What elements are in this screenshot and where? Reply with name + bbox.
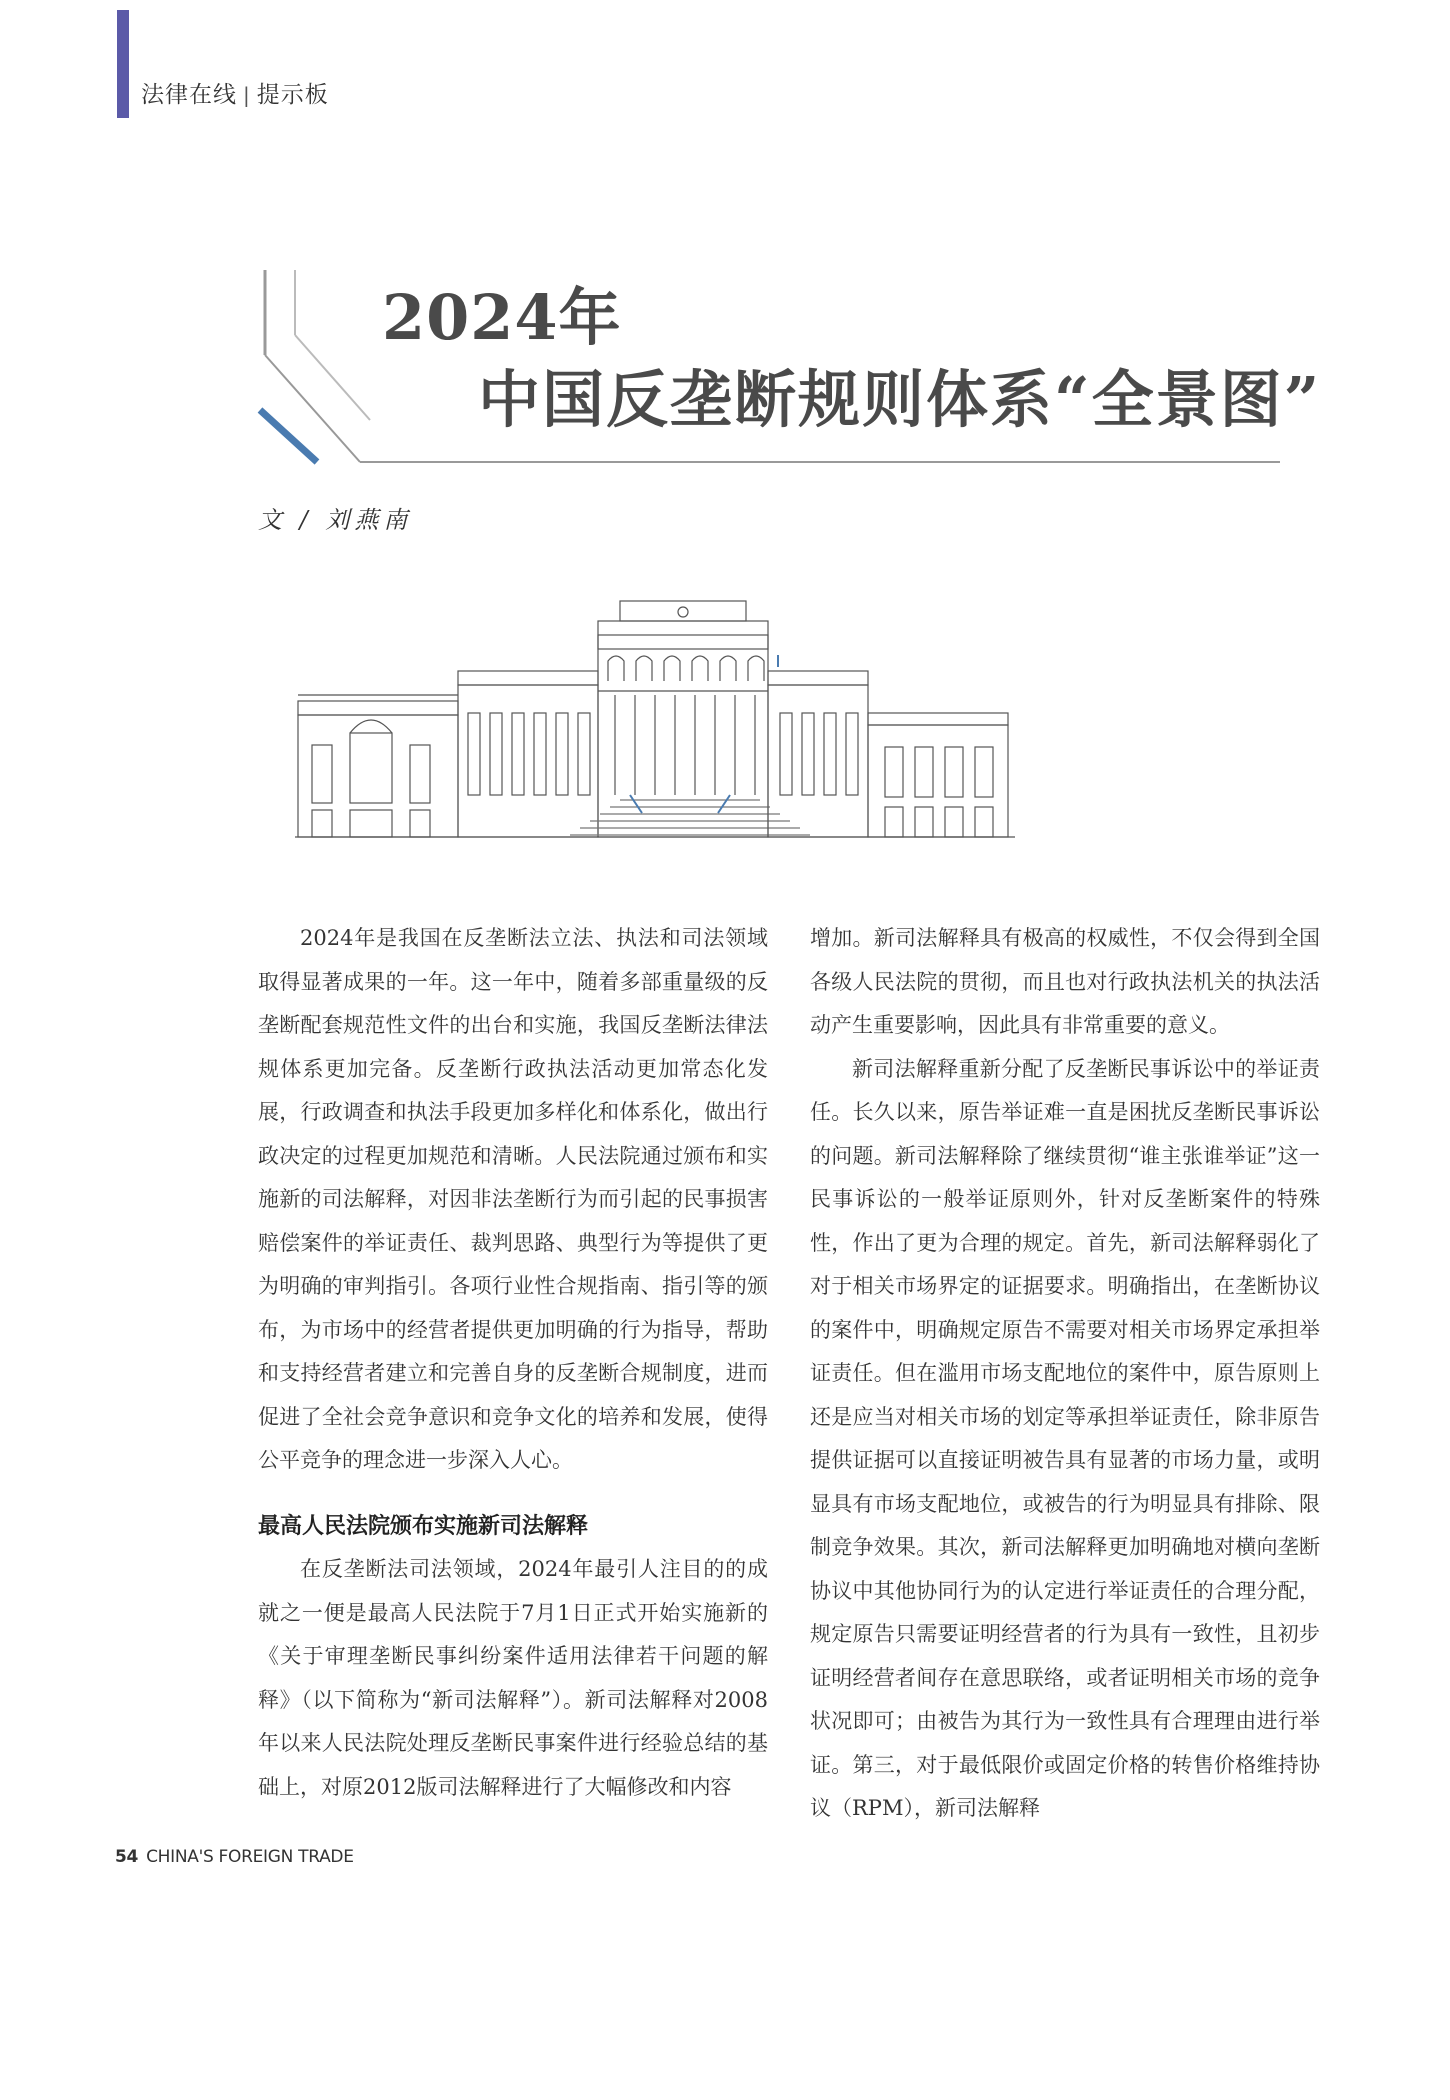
page-footer	[115, 1847, 354, 1867]
article-title-line1: 2024年	[382, 281, 622, 354]
section-header	[141, 76, 329, 109]
section-heading: 最高人民法院颁布实施新司法解释	[258, 1513, 589, 1539]
right-column	[810, 917, 1320, 1831]
magazine-name: CHINA'S FOREIGN TRADE	[146, 1847, 354, 1867]
paragraph: 在反垄断法司法领域，2024年最引人注目的的成就之一便是最高人民法院于7月1日正式开始实施新的《关于审理垄断民事纠纷案件适用法律若干问题的解释》（以下简称为“新司法解释”）。新司法解释对2008年以来人民法院处理反垄断民事案件进行经验总结的基础上，对原2012版司法解释进行了大幅修改和内容	[258, 1557, 768, 1799]
section-separator: |	[243, 83, 251, 107]
left-column	[258, 917, 768, 1809]
subsection-name: 提示板	[256, 82, 329, 108]
courthouse-illustration	[290, 595, 1020, 845]
paragraph: 增加。新司法解释具有极高的权威性，不仅会得到全国各级人民法院的贯彻，而且也对行政执法机关的执法活动产生重要影响，因此具有非常重要的意义。	[810, 926, 1320, 1037]
paragraph: 2024年是我国在反垄断法立法、执法和司法领域取得显著成果的一年。这一年中，随着多部重量级的反垄断配套规范性文件的出台和实施，我国反垄断法律法规体系更加完备。反垄断行政执法活动更加常态化发展，行政调查和执法手段更加多样化和体系化，做出行政决定的过程更加规范和清晰。人民法院通过颁布和实施新的司法解释，对因非法垄断行为而引起的民事损害赔偿案件的举证责任、裁判思路、典型行为等提供了更为明确的审判指引。各项行业性合规指南、指引等的颁布，为市场中的经营者提供更加明确的行为指导，帮助和支持经营者建立和完善自身的反垄断合规制度，进而促进了全社会竞争意识和竞争文化的培养和发展，使得公平竞争的理念进一步深入人心。	[258, 926, 768, 1472]
author-byline: 文 / 刘燕南	[258, 506, 413, 534]
section-accent-bar	[117, 10, 129, 118]
article-title-line2: 中国反垄断规则体系“全景图”	[478, 363, 1322, 436]
page-number: 54	[115, 1847, 139, 1867]
section-name: 法律在线	[141, 82, 237, 108]
paragraph: 新司法解释重新分配了反垄断民事诉讼中的举证责任。长久以来，原告举证难一直是困扰反垄断民事诉讼的问题。新司法解释除了继续贯彻“谁主张谁举证”这一民事诉讼的一般举证原则外，针对反垄断案件的特殊性，作出了更为合理的规定。首先，新司法解释弱化了对于相关市场界定的证据要求。明确指出，在垄断协议的案件中，明确规定原告不需要对相关市场界定承担举证责任。但在滥用市场支配地位的案件中，原告原则上还是应当对相关市场的划定等承担举证责任，除非原告提供证据可以直接证明被告具有显著的市场力量，或明显具有市场支配地位，或被告的行为明显具有排除、限制竞争效果。其次，新司法解释更加明确地对横向垄断协议中其他协同行为的认定进行举证责任的合理分配，规定原告只需要证明经营者的行为具有一致性，且初步证明经营者间存在意思联络，或者证明相关市场的竞争状况即可；由被告为其行为一致性具有合理理由进行举证。第三，对于最低限价或固定价格的转售价格维持协议（RPM），新司法解释	[810, 1056, 1320, 1820]
